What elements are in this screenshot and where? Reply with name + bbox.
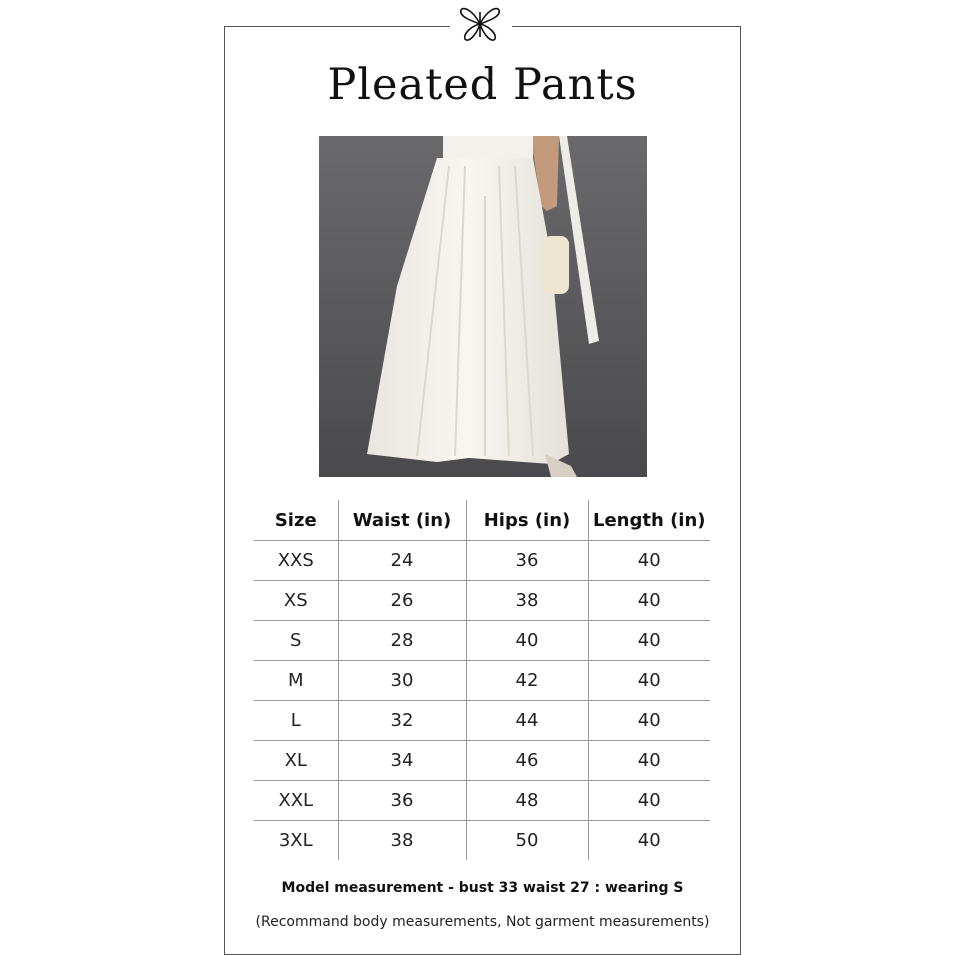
measurement-disclaimer: (Recommand body measurements, Not garment measurements) [255,914,710,930]
cell-length: 40 [588,541,710,581]
cell-length: 40 [588,581,710,621]
page-title: Pleated Pants [327,60,638,110]
cell-size: XL [254,741,338,781]
frame-left-line [224,26,225,955]
table-header-row [254,500,710,541]
header-size: Size [254,500,338,541]
cell-size: XXS [254,541,338,581]
table-row [254,581,710,621]
table-row [254,781,710,821]
cell-hips: 50 [466,821,588,861]
frame-right-line [740,26,741,955]
table-row [254,701,710,741]
cell-size: S [254,621,338,661]
cell-size: 3XL [278,830,313,851]
cell-length: 40 [588,701,710,741]
cell-size: XS [254,581,338,621]
table-row [254,541,710,581]
butterfly-monogram-icon [457,4,503,44]
cell-size: M [254,661,338,701]
cell-waist: 26 [338,581,466,621]
cell-hips: 42 [466,661,588,701]
cell-size: XXL [254,781,338,821]
cell-length: 40 [588,781,710,821]
cell-size: L [254,701,338,741]
cell-waist: 36 [338,781,466,821]
model-measurement-note: Model measurement - bust 33 waist 27 : wearing S [281,880,684,896]
frame-top-left-line [224,26,450,27]
cell-waist: 30 [338,661,466,701]
cell-length: 40 [588,661,710,701]
cell-hips: 36 [466,541,588,581]
size-chart-table [254,500,710,860]
header-waist: Waist (in) [338,500,466,541]
cell-hips: 48 [466,781,588,821]
table-row [254,661,710,701]
cell-waist: 34 [338,741,466,781]
header-length: Length (in) [588,500,710,541]
cell-waist: 38 [338,821,466,861]
table-row [254,741,710,781]
cell-hips: 38 [466,581,588,621]
table-row [254,621,710,661]
cell-length: 40 [588,741,710,781]
cell-waist: 32 [338,701,466,741]
cell-length: 40 [588,621,710,661]
header-hips: Hips (in) [466,500,588,541]
table-row [254,821,710,861]
cell-hips: 46 [466,741,588,781]
cell-hips: 44 [466,701,588,741]
cell-hips: 40 [466,621,588,661]
cell-length: 40 [588,821,710,861]
cell-waist: 28 [338,621,466,661]
cell-waist: 24 [338,541,466,581]
frame-top-right-line [512,26,741,27]
product-photo [319,136,647,477]
